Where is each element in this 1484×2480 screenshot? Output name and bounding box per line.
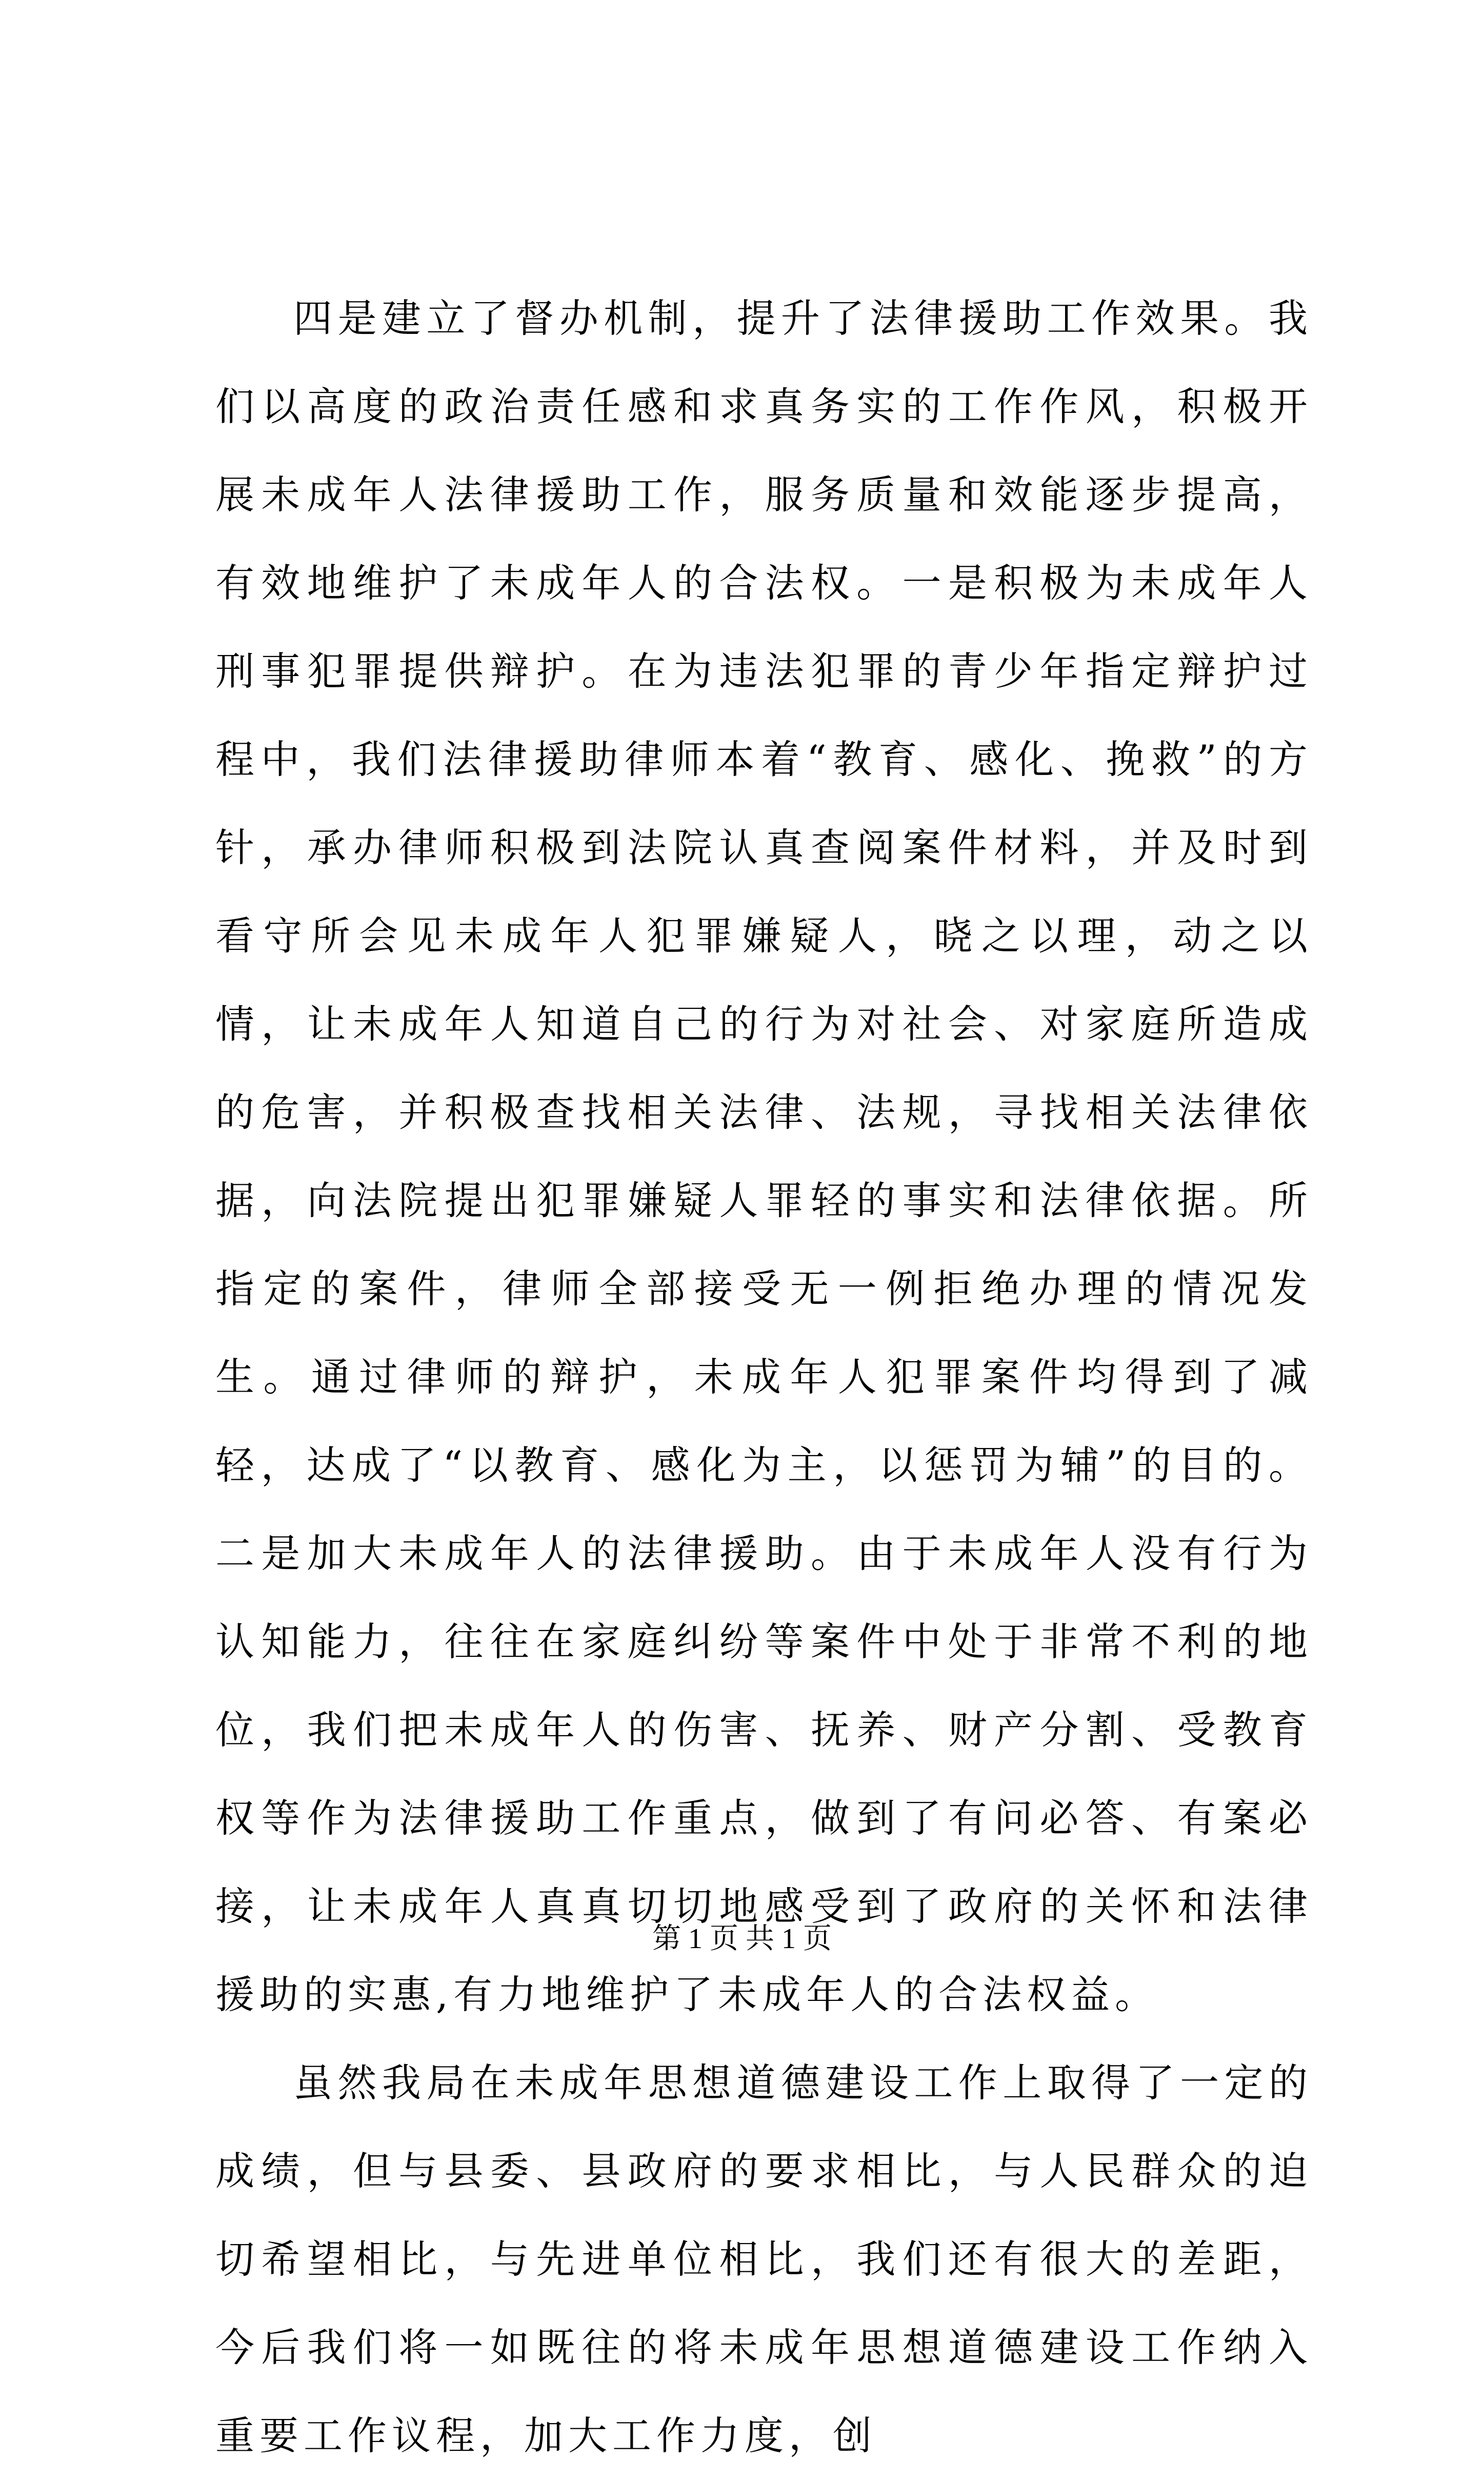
paragraph-1: 四是建立了督办机制，提升了法律援助工作效果。我们以高度的政治责任感和求真务实的工作作风，积极开展未成年人法律援助工作，服务质量和效能逐步提高，有效地维护了未成年人的合法权。一是积极为未成年人刑事犯罪提供辩护。在为违法犯罪的青少年指定辩护过程中，我们法律援助律师本着“教育、感化、挽救”的方针，承办律师积极到法院认真查阅案件材料，并及时到看守所会见未成年人犯罪嫌疑人，晓之以理，动之以情，让未成年人知道自己的行为对社会、对家庭所造成的危害，并积极查找相关法律、法规，寻找相关法律依据，向法院提出犯罪嫌疑人罪轻的事实和法律依据。所指定的案件，律师全部接受无一例拒绝办理的情况发生。通过律师的辩护，未成年人犯罪案件均得到了减轻，达成了“以教育、感化为主，以惩罚为辅”的目的。二是加大未成年人的法律援助。由于未成年人没有行为认知能力，往往在家庭纠纷等案件中处于非常不利的地位，我们把未成年人的伤害、抚养、财产分割、受教育权等作为法律援助工作重点，做到了有问必答、有案必接，让未成年人真真切切地感受到了政府的关怀和法律援助的实惠,有力地维护了未成年人的合法权益。 (215, 295, 1313, 2017)
page-footer (0, 1921, 1484, 1957)
page-number-label: 第 1 页 共 1 页 (652, 1923, 832, 1955)
document-body (215, 274, 1313, 2480)
paragraph-2: 虽然我局在未成年思想道德建设工作上取得了一定的成绩，但与县委、县政府的要求相比，与人民群众的迫切希望相比，与先进单位相比，我们还有很大的差距，今后我们将一如既往的将未成年思想道德建设工作纳入重要工作议程，加大工作力度，创 (215, 2060, 1313, 2458)
